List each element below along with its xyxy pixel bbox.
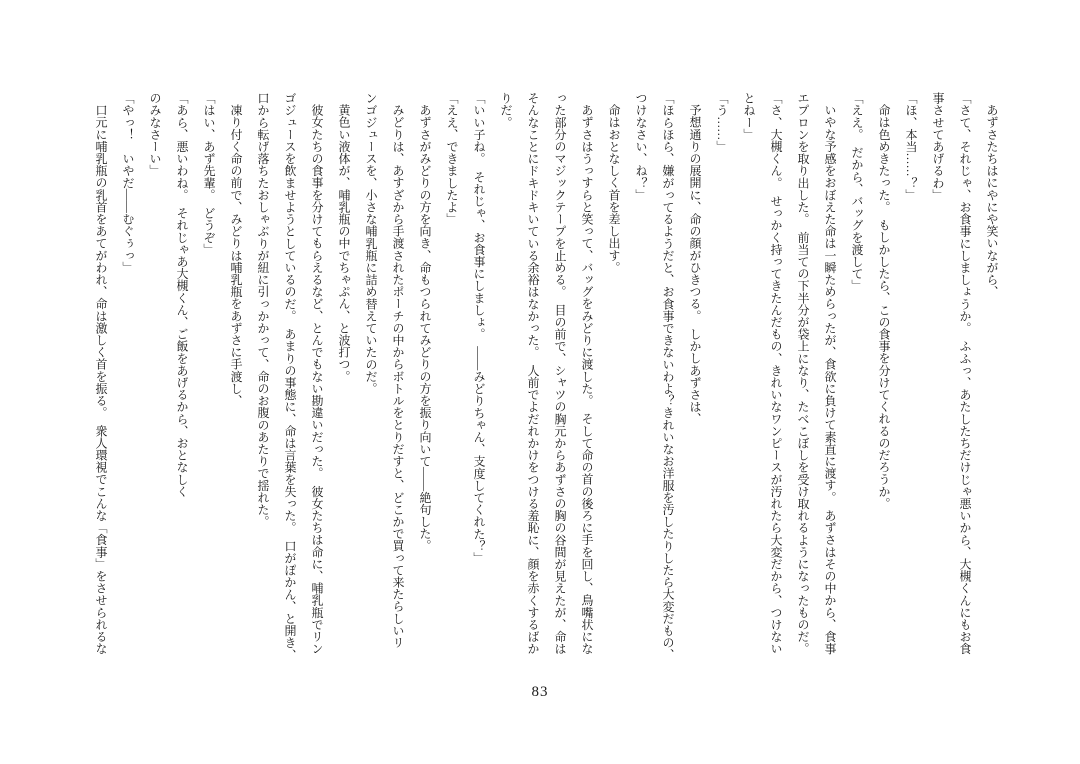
text-column: つけなさい、ね？」 (634, 92, 648, 201)
text-column: あずさたちはにやにや笑いながら、 (985, 104, 999, 298)
text-column: 「さ、大槻くん。 せっかく持ってきたんだもの、きれいなワンピースが汚れたら大変だから、つけない (769, 92, 783, 655)
text-column: 口から転げ落ちたおしゃぶりが紐に引っかかって、命のお腹のあたりで揺れた。 (256, 92, 270, 528)
text-column: ゴジュースを飲ませようとしているのだ。 あまりの事態に、命は言葉を失った。 口がぽかん、と開き、 (283, 92, 297, 661)
text-column: 「いい子ね。 それじゃ、お食事にしましょ。 ――みどりちゃん、支度してくれた？」 (472, 92, 486, 564)
text-column: りだ。 (499, 92, 513, 129)
text-column: 口元に哺乳瓶の乳首をあてがわれ、命は激しく首を振る。 衆人環視でこんな「食事」をさせられるな (94, 104, 108, 655)
text-column: 「ええ、できましたよ」 (445, 92, 459, 226)
text-column: 「あら、悪いわね。 それじゃあ大槻くん、ご飯をあげるから、おとなしく (175, 92, 189, 498)
text-column: 命は色めきたった。 もしかしたら、この食事を分けてくれるのだろうか。 (877, 104, 891, 510)
page-number: 83 (531, 684, 549, 700)
text-column: 「ほらほら、嫌がってるようだと、お食事できないわよ？きれいなお洋服を汚したりしたら大変だもの、 (661, 92, 675, 661)
text-column: 予想通りの展開に、命の顔がひきつる。 しかしあずさは、 (688, 104, 702, 425)
text-column: いやな予感をおぼえた命は一瞬ためらったが、食欲に負けて素直に渡す。 あずさはその中から、食事 (823, 104, 837, 655)
text-column: 命はおとなしく首を差し出す。 (607, 104, 621, 274)
text-column: 事させてあげるわ」 (931, 92, 945, 201)
text-column: みどりは、あすざから手渡されたポーチの中からボトルをとりだすと、どこかで買って来たらしいリ (391, 104, 405, 649)
text-column: とねー」 (742, 92, 756, 141)
text-column: 「う……」 (715, 92, 729, 153)
text-column: あずさがみどりの方を向き、命もつられてみどりの方を振り向いて――絶句した。 (418, 104, 432, 552)
text-column: 「さて、それじゃ、お食事にしましょうか。 ふふっ、あたしたちだけじゃ悪いから、大槻くんにもお食 (958, 92, 972, 655)
text-column: のみなさーい」 (148, 92, 162, 177)
text-column: エプロンを取り出した。 前当ての下半分が袋上になり、たべこぼしを受け取れるようになったものだ。 (796, 92, 810, 655)
text-column: そんなことにドキドキいている余裕はなかった。 人前でよだれかけをつける羞恥に、顔を赤くするばか (526, 92, 540, 655)
text-column: った部分のマジックテープを止める。 目の前で、シャツの胸元からあずさの胸の谷間が見えたが、命は (553, 92, 567, 655)
text-column: 「ええ。 だから、バッグを渡して」 (850, 92, 864, 292)
text-column: 黄色い液体が、哺乳瓶の中でちゃぷん、と波打つ。 (337, 104, 351, 383)
text-column: 「やっ！ いやだ――むぐぅっ」 (121, 92, 135, 274)
text-column: 彼女たちの食事を分けてもらえるなど、とんでもない勘違いだった。 彼女たちは命に、哺乳瓶でリン (310, 104, 324, 655)
text-column: 「はい、あず先輩。 どうぞ」 (202, 92, 216, 256)
text-column: あずさはうっすらと笑って、バッグをみどりに渡した。 そして命の首の後ろに手を回し、鳥嘴状にな (580, 104, 594, 655)
text-columns (87, 92, 1005, 670)
text-column: 「ほ、本当……？」 (904, 92, 918, 201)
text-column: ンゴジュースを、小さな哺乳瓶に詰め替えていたのだ。 (364, 92, 378, 395)
text-column: 凍り付く命の前で、みどりは哺乳瓶をあずさに手渡し、 (229, 104, 243, 407)
